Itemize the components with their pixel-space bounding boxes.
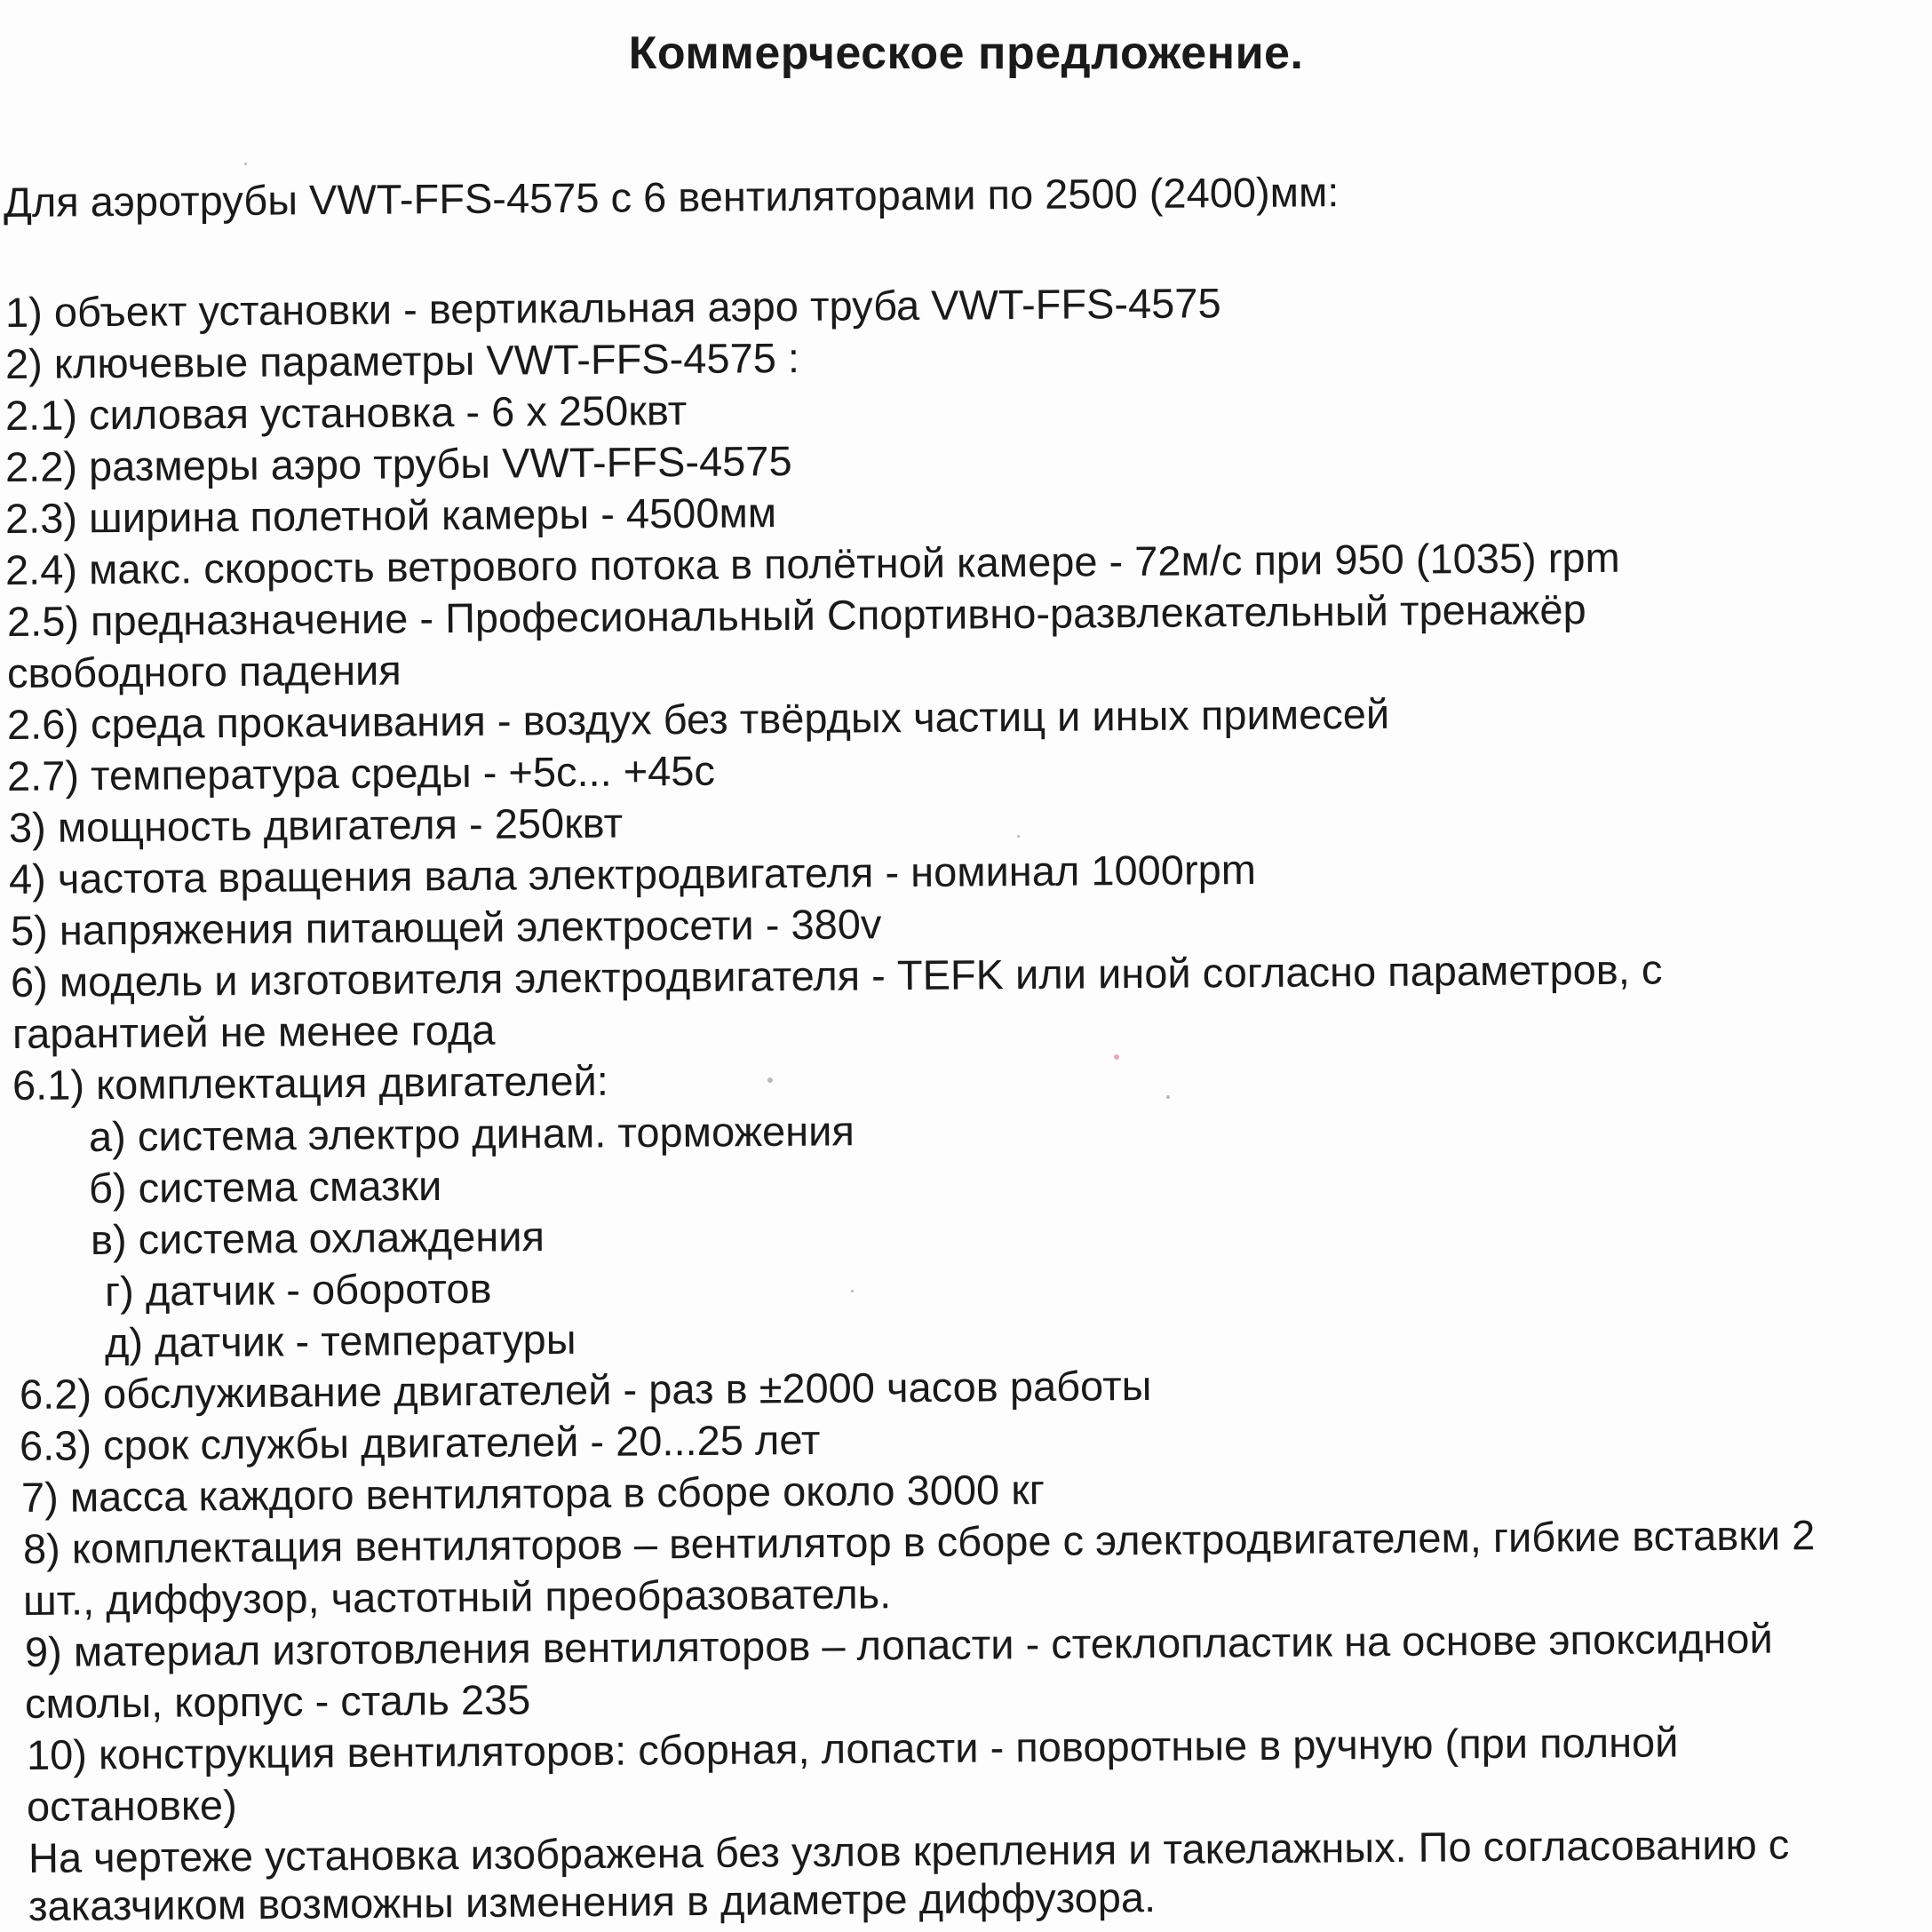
scan-speck — [851, 1290, 854, 1292]
spec-subitem-a: а) система электро динам. торможения — [88, 1107, 855, 1160]
spec-line-2: 2) ключевые параметры VWT-FFS-4575 : — [4, 333, 800, 387]
spec-line-9: 9) материал изготовления вентиляторов – лопасти - стеклопластик на основе эпоксидной — [24, 1614, 1773, 1675]
spec-line-2-2: 2.2) размеры аэро трубы VWT-FFS-4575 — [4, 437, 792, 490]
spec-line-6-3: 6.3) срок службы двигателей - 20...25 лет — [19, 1415, 821, 1469]
spec-line-1: 1) объект установки - вертикальная аэро труба VWT-FFS-4575 — [4, 279, 1221, 336]
scan-speck — [1114, 1054, 1119, 1060]
scan-speck — [767, 1077, 773, 1083]
spec-line-3: 3) мощность двигателя - 250квт — [8, 799, 624, 851]
spec-line-2-5: 2.5) предназначение - Професиональный Спортивно-развлекательный тренажёр — [6, 585, 1586, 645]
spec-line-2-3: 2.3) ширина полетной камеры - 4500мм — [4, 489, 777, 542]
spec-line-2-5-cont: свободного падения — [6, 646, 402, 696]
spec-line-2-4: 2.4) макс. скорость ветрового потока в полётной камере - 72м/с при 950 (1035) rpm — [4, 533, 1620, 593]
spec-line-10: 10) конструкция вентиляторов: сборная, лопасти - поворотные в ручную (при полной — [26, 1718, 1679, 1778]
spec-line-7: 7) масса каждого вентилятора в сборе около 3000 кг — [20, 1465, 1046, 1521]
document-title: Коммерческое предложение. — [628, 28, 1304, 79]
spec-subitem-d: д) датчик - температуры — [104, 1315, 576, 1366]
spec-line-8: 8) комплектация вентиляторов – вентилятор в сборе с электродвигателем, гибкие вставки 2 — [22, 1511, 1816, 1572]
spec-subitem-g: г) датчик - оборотов — [104, 1264, 492, 1315]
spec-line-5: 5) напряжения питающей электросети - 380v — [10, 900, 882, 954]
intro-line: Для аэротрубы VWT-FFS-4575 с 6 вентиляторами по 2500 (2400)мм: — [3, 168, 1340, 226]
spec-line-6-1: 6.1) комплектация двигателей: — [12, 1056, 609, 1109]
spec-line-2-6: 2.6) среда прокачивания - воздух без твёрдых частиц и иных примесей — [6, 689, 1390, 748]
drawing-note-line-1: На чертеже установка изображена без узлов крепления и такелажных. По согласованию с — [28, 1820, 1790, 1881]
spec-line-6: 6) модель и изготовителя электродвигателя - TEFK или иной согласно параметров, с — [10, 945, 1663, 1006]
spec-line-9-cont: смолы, корпус - сталь 235 — [24, 1675, 531, 1727]
scan-speck — [1166, 1095, 1170, 1099]
spec-line-6-cont: гарантией не менее года — [12, 1006, 496, 1057]
drawing-note-line-2: заказчиком возможны изменения в диаметре диффузора. — [28, 1873, 1157, 1929]
spec-line-2-1: 2.1) силовая установка - 6 х 250квт — [4, 386, 688, 439]
spec-subitem-b: б) система смазки — [88, 1161, 442, 1212]
spec-line-4: 4) частота вращения вала электродвигателя - номинал 1000rpm — [8, 845, 1257, 902]
spec-subitem-v: в) система охлаждения — [90, 1212, 545, 1263]
spec-line-10-cont: остановке) — [26, 1781, 237, 1830]
spec-line-8-cont: шт., диффузор, частотный преобразователь. — [22, 1570, 892, 1624]
spec-line-6-2: 6.2) обслуживание двигателей - раз в ±2000 часов работы — [19, 1361, 1152, 1418]
scan-speck — [1017, 835, 1020, 838]
spec-line-2-7: 2.7) температура среды - +5с... +45с — [6, 746, 716, 799]
scan-speck — [244, 163, 247, 165]
